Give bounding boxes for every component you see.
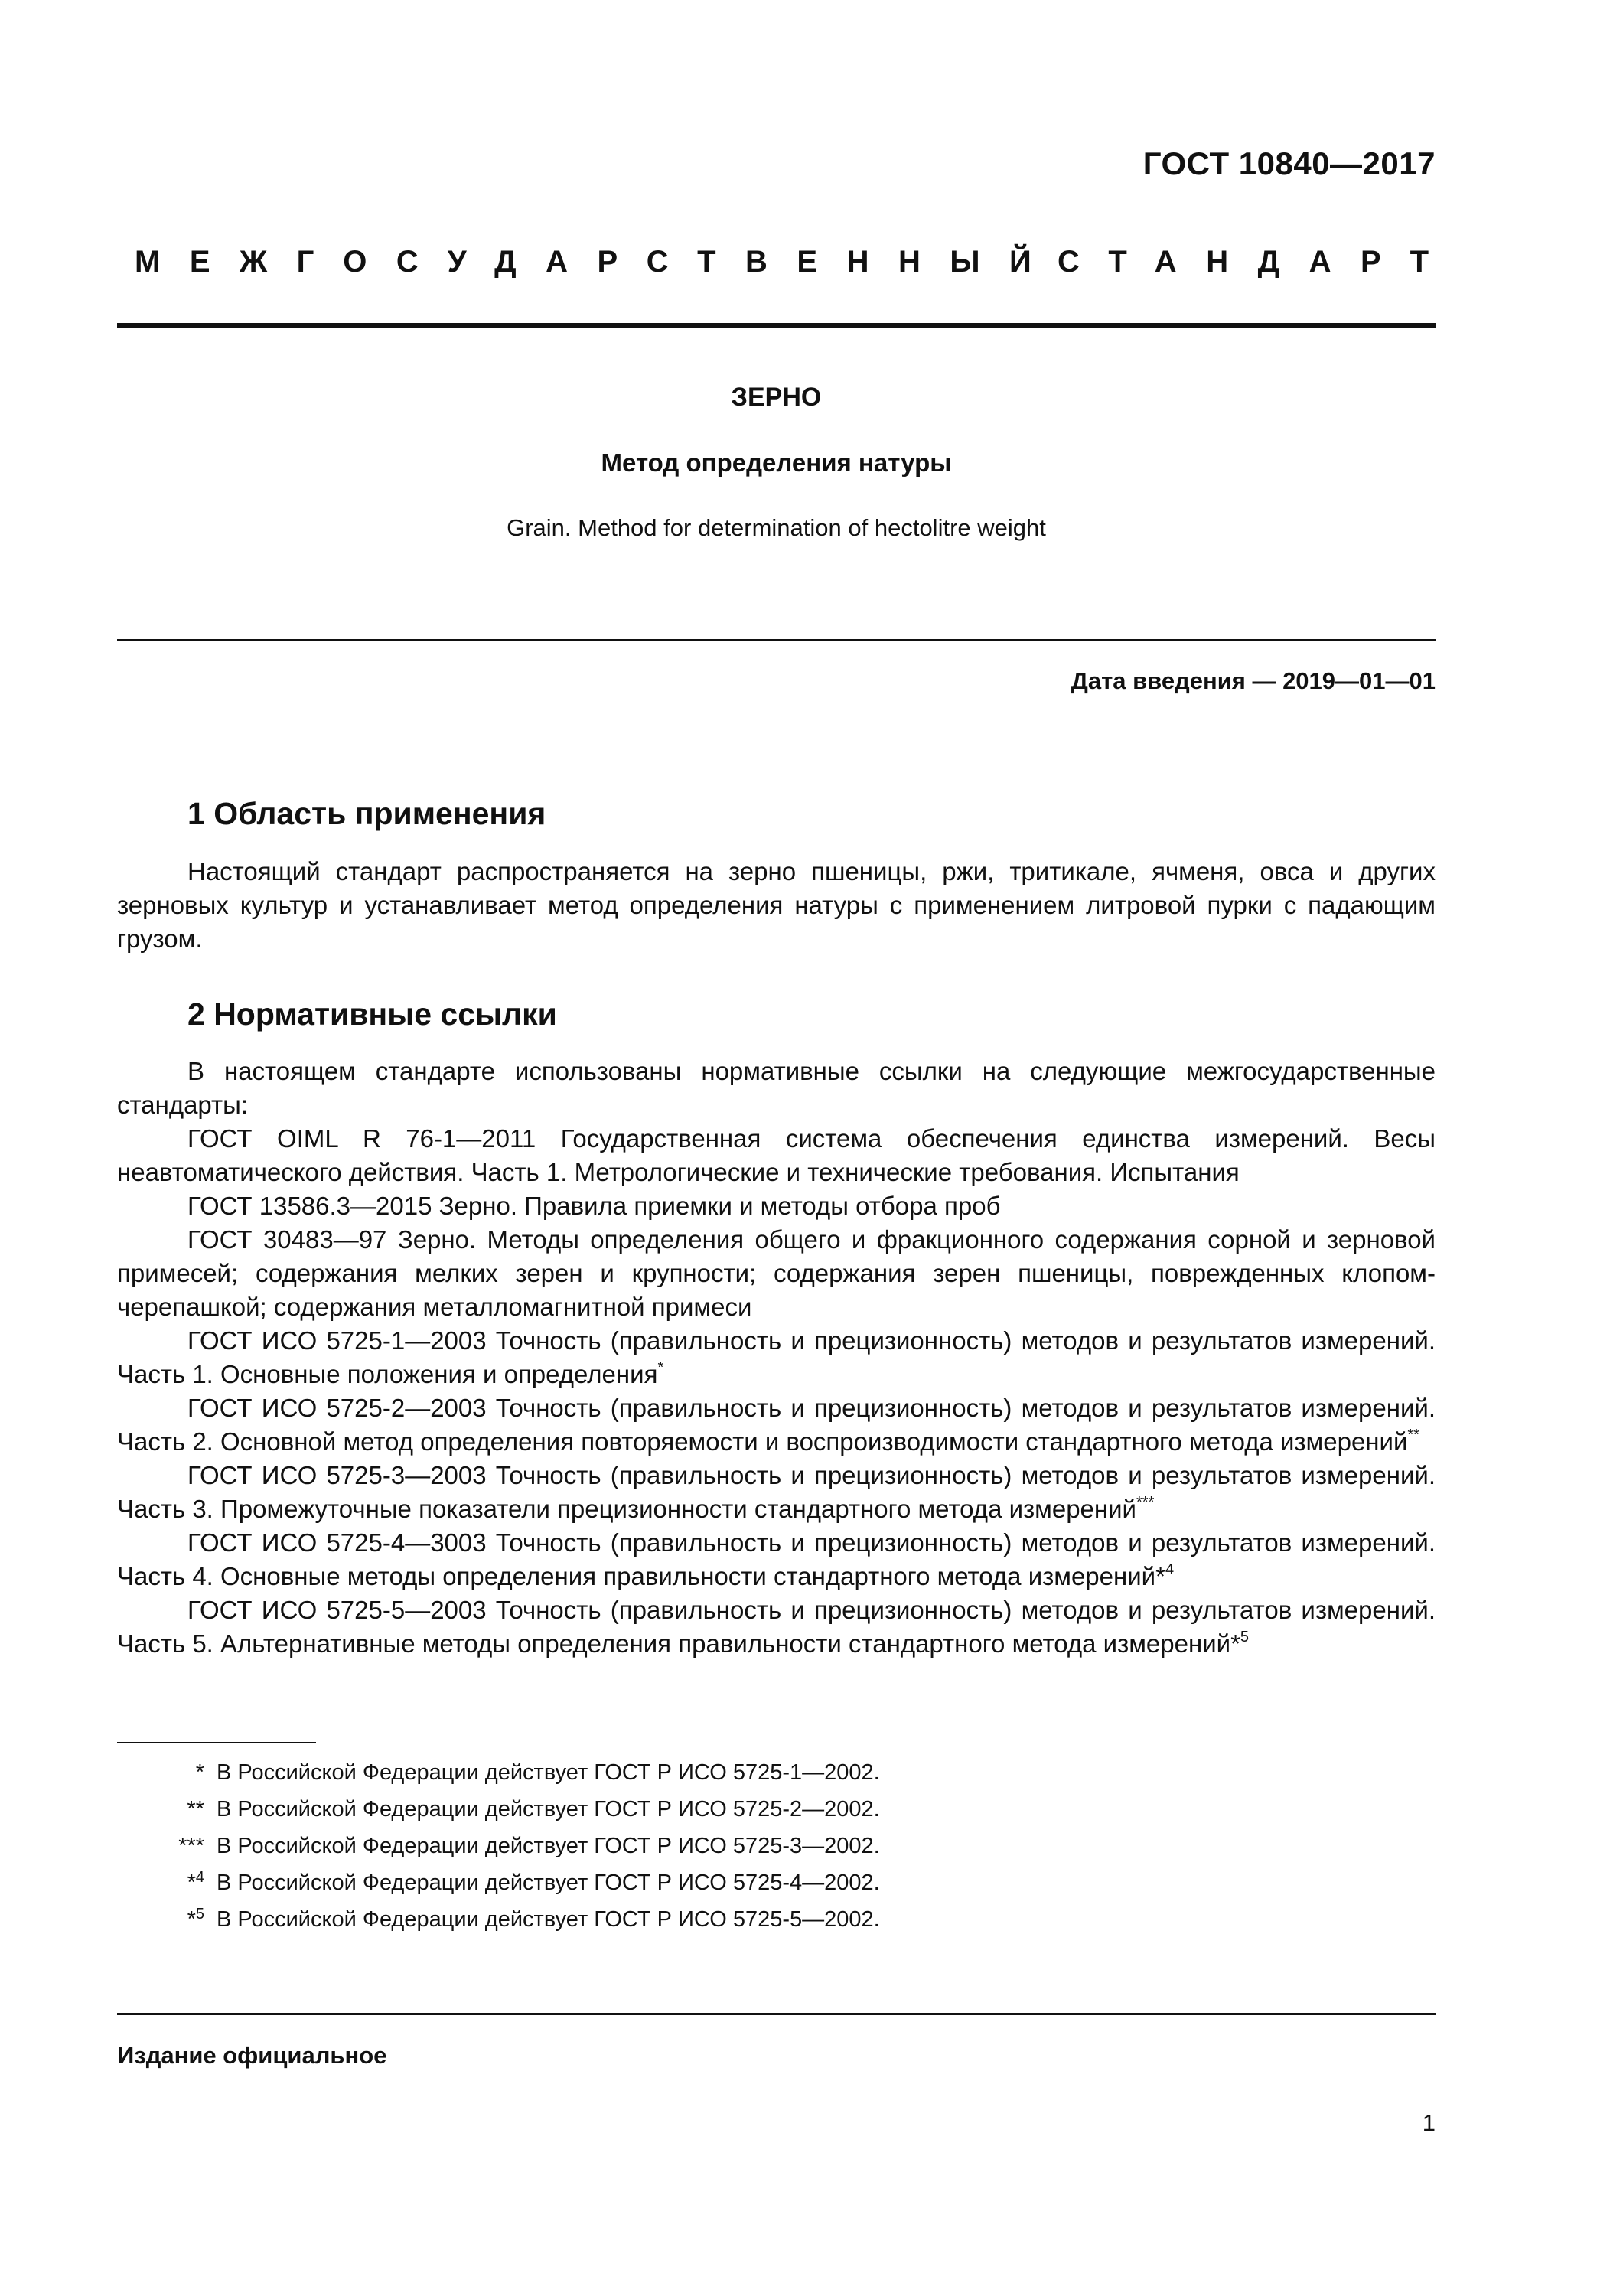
footnote-ref: 5	[1240, 1629, 1250, 1645]
section-1-heading: 1 Область применения	[187, 796, 546, 831]
reference-paragraph: ГОСТ ИСО 5725-3—2003 Точность (правильность и прецизионность) методов и результатов измерений. Часть 3. Промежуточные показатели прецизионности стандартного метода измерений***	[117, 1461, 1436, 1523]
footnote-mark: **	[187, 1797, 204, 1821]
footer-divider	[117, 2013, 1436, 2015]
title-divider	[117, 639, 1436, 641]
footnote-mark: *$^5$	[187, 1906, 204, 1932]
header-divider	[117, 323, 1436, 328]
paragraph: Настоящий стандарт распространяется на зерно пшеницы, ржи, тритикале, ячменя, овса и других зерновых культур и устанавливает метод определения натуры с применением литровой пурки с падающим грузом.	[117, 857, 1436, 953]
reference-paragraph: ГОСТ ИСО 5725-1—2003 Точность (правильность и прецизионность) методов и результатов измерений. Часть 1. Основные положения и определения*	[117, 1326, 1436, 1388]
reference-paragraph: ГОСТ 30483—97 Зерно. Методы определения общего и фракционного содержания сорной и зерновой примесей; содержания мелких зерен и крупности; содержания зерен пшеницы, поврежденных клопом-черепашкой; содержания металломагнитной примеси	[117, 1225, 1436, 1321]
footnote	[117, 1791, 1035, 1828]
footnote-text: В Российской Федерации действует ГОСТ Р ИСО 5725-4—2002.	[217, 1870, 880, 1895]
footnote-text: В Российской Федерации действует ГОСТ Р ИСО 5725-1—2002.	[217, 1760, 880, 1785]
footnote	[117, 1754, 1035, 1791]
footnote-ref: ***	[1136, 1494, 1155, 1511]
section-1-body	[117, 855, 1436, 956]
footnote	[117, 1901, 1035, 1938]
reference-paragraph: ГОСТ OIML R 76-1—2011 Государственная система обеспечения единства измерений. Весы неавтоматического действия. Часть 1. Метрологические и технические требования. Испытания	[117, 1124, 1436, 1186]
footnote	[117, 1828, 1035, 1864]
footnote-text: В Российской Федерации действует ГОСТ Р ИСО 5725-5—2002.	[217, 1907, 880, 1932]
document-title: ЗЕРНО	[731, 383, 822, 412]
reference-paragraph: В настоящем стандарте использованы нормативные ссылки на следующие межгосударственные стандарты:	[117, 1057, 1436, 1119]
footnote-text: В Российской Федерации действует ГОСТ Р ИСО 5725-3—2002.	[217, 1834, 880, 1858]
footnote-ref: **	[1407, 1427, 1419, 1443]
footnote-ref: *	[657, 1359, 664, 1376]
reference-paragraph: ГОСТ ИСО 5725-4—3003 Точность (правильность и прецизионность) методов и результатов измерений. Часть 4. Основные методы определения правильности стандартного метода измерений*$^4$	[117, 1528, 1436, 1590]
document-subtitle: Метод определения натуры	[601, 448, 952, 477]
document-title-english: Grain. Method for determination of hectolitre weight	[507, 514, 1046, 541]
section-2-heading: 2 Нормативные ссылки	[187, 996, 557, 1032]
reference-paragraph: ГОСТ 13586.3—2015 Зерно. Правила приемки и методы отбора проб	[187, 1192, 1001, 1220]
document-code: ГОСТ 10840—2017	[1142, 145, 1436, 181]
page-number: 1	[1422, 2109, 1436, 2136]
standard-type-word-1: МЕЖГОСУДАРСТВЕННЫЙ	[135, 245, 1061, 279]
footnote-mark: *$^4$	[187, 1869, 204, 1895]
reference-paragraph: ГОСТ ИСО 5725-2—2003 Точность (правильность и прецизионность) методов и результатов измерений. Часть 2. Основной метод определения повторяемости и воспроизводимости стандартного метода измерений**	[117, 1394, 1436, 1456]
footnote-separator	[117, 1742, 316, 1743]
footnote-mark: ***	[178, 1834, 204, 1858]
footnotes	[117, 1754, 1035, 1938]
standard-type-word-2: СТАНДАРТ	[1058, 245, 1458, 279]
reference-paragraph: ГОСТ ИСО 5725-5—2003 Точность (правильность и прецизионность) методов и результатов измерений. Часть 5. Альтернативные методы определения правильности стандартного метода измерений*$^5$	[117, 1596, 1436, 1658]
footnote	[117, 1864, 1035, 1901]
section-2-body	[117, 1055, 1436, 1661]
footnote-ref: 4	[1165, 1561, 1175, 1578]
footnote-mark: *	[195, 1760, 204, 1785]
edition-label: Издание официальное	[117, 2042, 387, 2069]
introduction-date: Дата введения — 2019—01—01	[1071, 667, 1436, 694]
footnote-text: В Российской Федерации действует ГОСТ Р ИСО 5725-2—2002.	[217, 1797, 880, 1821]
